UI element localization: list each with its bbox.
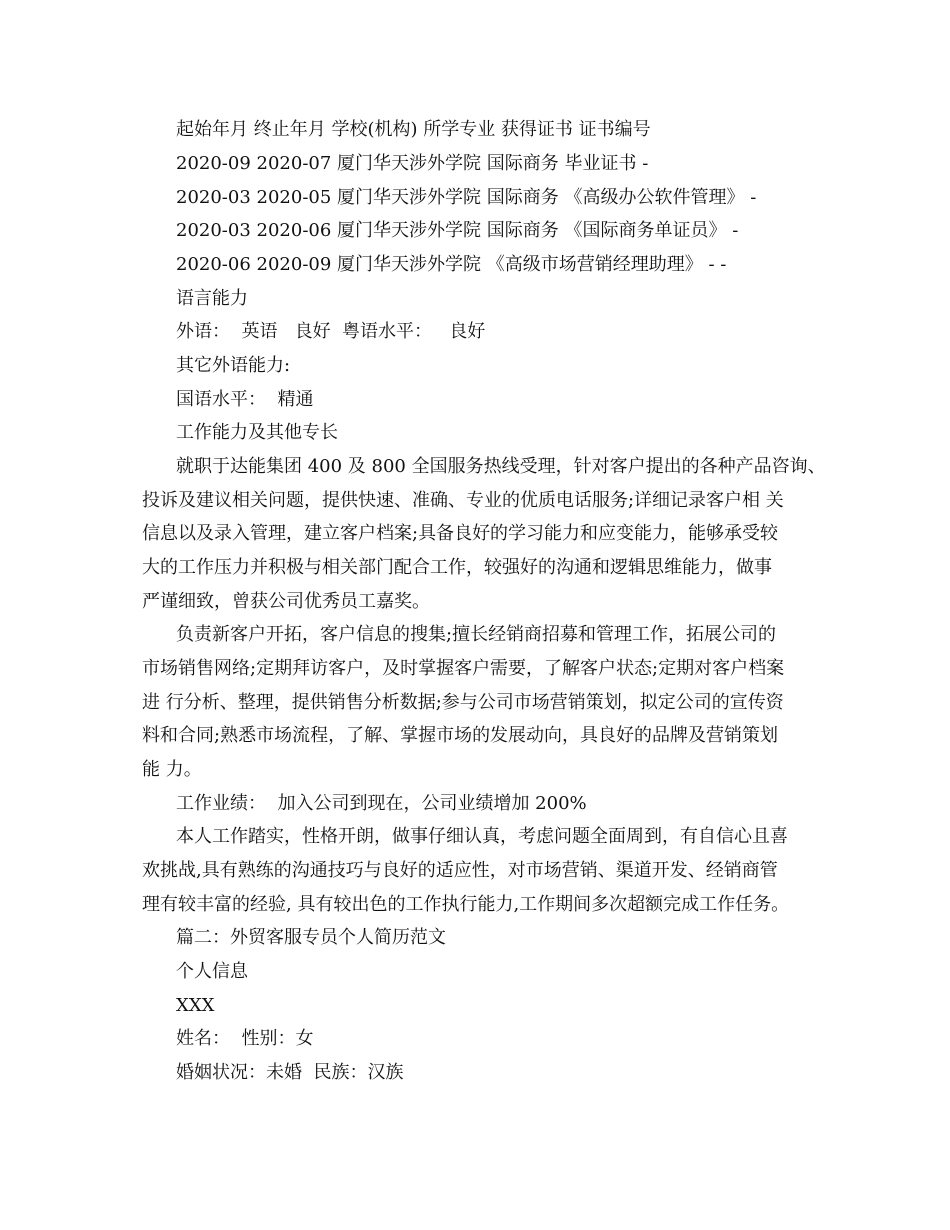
skills-paragraph-line: 市场销售网络;定期拜访客户，及时掌握客户需要，了解客户状态;定期对客户档案 bbox=[142, 658, 785, 679]
skills-paragraph-line: 能 力。 bbox=[142, 759, 202, 780]
skills-paragraph-line: 信息以及录入管理，建立客户档案;具备良好的学习能力和应变能力，能够承受较 bbox=[142, 523, 779, 544]
name-placeholder: XXX bbox=[176, 995, 215, 1016]
education-row: 2020-03 2020-05 厦门华天涉外学院 国际商务 《高级办公软件管理》 - bbox=[176, 187, 757, 208]
skills-paragraph-line: 投诉及建议相关问题，提供快速、准确、专业的优质电话服务;详细记录客户相 关 bbox=[142, 490, 784, 511]
education-table-header: 起始年月 终止年月 学校(机构) 所学专业 获得证书 证书编号 bbox=[176, 119, 651, 140]
skills-paragraph-line: 大的工作压力并积极与相关部门配合工作，较强好的沟通和逻辑思维能力，做事 bbox=[142, 557, 772, 578]
name-gender-line: 姓名： 性别：女 bbox=[176, 1028, 314, 1049]
foreign-language-line: 外语： 英语 良好 粤语水平： 良好 bbox=[176, 321, 486, 342]
self-assessment-line: 理有较丰富的经验, 具有较出色的工作执行能力,工作期间多次超额完成工作任务。 bbox=[142, 894, 790, 915]
education-row: 2020-06 2020-09 厦门华天涉外学院 《高级市场营销经理助理》 - - bbox=[176, 254, 727, 275]
personal-info-heading: 个人信息 bbox=[176, 961, 248, 982]
skills-heading: 工作能力及其他专长 bbox=[176, 422, 338, 443]
education-row: 2020-09 2020-07 厦门华天涉外学院 国际商务 毕业证书 - bbox=[176, 153, 649, 174]
skills-paragraph-line: 进 行分析、整理，提供销售分析数据;参与公司市场营销策划，拟定公司的宣传资 bbox=[142, 692, 784, 713]
marital-ethnic-line: 婚姻状况：未婚 民族：汉族 bbox=[176, 1062, 404, 1083]
language-heading: 语言能力 bbox=[176, 288, 248, 309]
self-assessment-line: 欢挑战,具有熟练的沟通技巧与良好的适应性，对市场营销、渠道开发、经销商管 bbox=[142, 860, 778, 881]
mandarin-line: 国语水平： 精通 bbox=[176, 389, 314, 410]
skills-paragraph-line: 严谨细致，曾获公司优秀员工嘉奖。 bbox=[142, 591, 430, 612]
skills-paragraph-line: 负责新客户开拓，客户信息的搜集;擅长经销商招募和管理工作，拓展公司的 bbox=[176, 624, 777, 645]
part2-title: 篇二：外贸客服专员个人简历范文 bbox=[176, 927, 446, 948]
self-assessment-line: 本人工作踏实，性格开朗，做事仔细认真，考虑问题全面周到，有自信心且喜 bbox=[176, 826, 788, 847]
education-row: 2020-03 2020-06 厦门华天涉外学院 国际商务 《国际商务单证员》 - bbox=[176, 220, 739, 241]
achievement-line: 工作业绩： 加入公司到现在，公司业绩增加 200% bbox=[176, 793, 587, 814]
skills-paragraph-line: 料和合同;熟悉市场流程，了解、掌握市场的发展动向，具良好的品牌及营销策划 bbox=[142, 725, 779, 746]
skills-paragraph-line: 就职于达能集团 400 及 800 全国服务热线受理，针对客户提出的各种产品咨询、 bbox=[176, 456, 826, 477]
other-language-line: 其它外语能力: bbox=[176, 355, 291, 376]
